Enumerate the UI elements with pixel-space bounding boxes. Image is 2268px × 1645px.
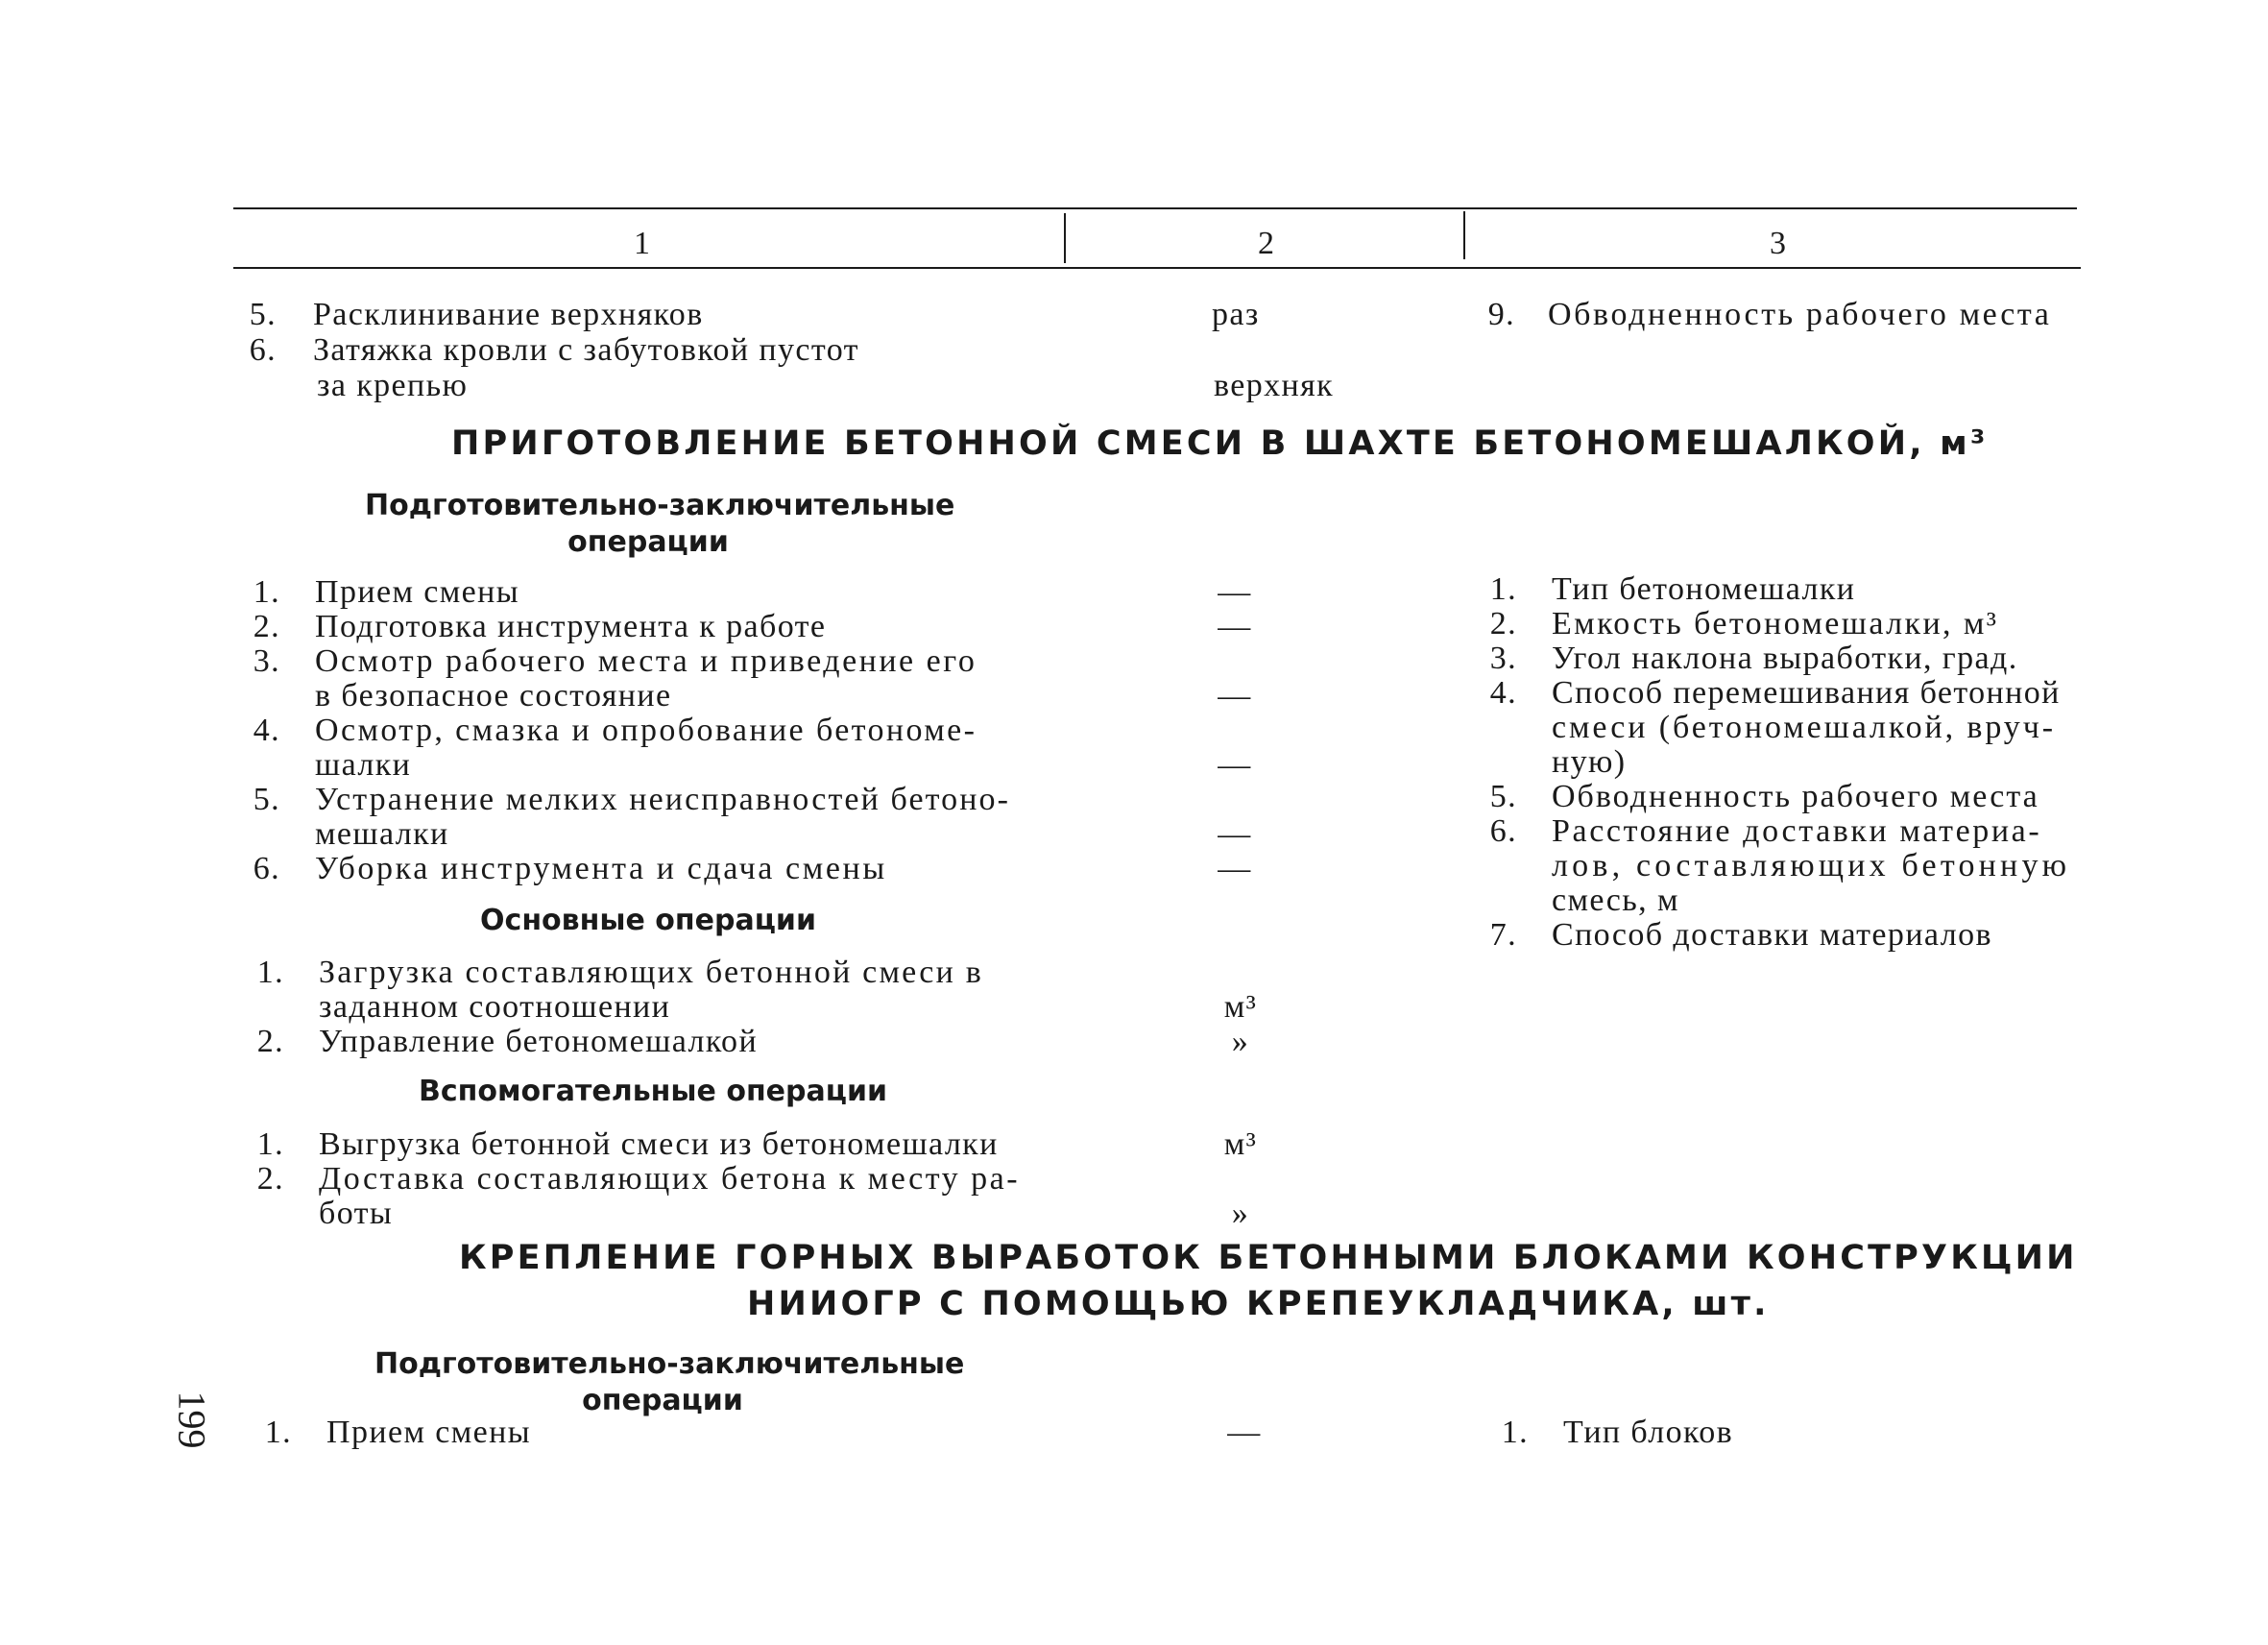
unit-cell: » xyxy=(1231,1196,1250,1231)
item-text: Затяжка кровли с забутовкой пустот xyxy=(313,332,859,368)
factor-number: 7. xyxy=(1489,917,1517,953)
item-number: 3. xyxy=(253,643,280,679)
unit-cell: — xyxy=(1218,816,1252,852)
item-number: 1. xyxy=(256,955,284,990)
item-text: Осмотр, смазка и опробование бетономе- xyxy=(315,713,977,748)
header-bottom-rule xyxy=(233,267,2081,269)
subsection-heading xyxy=(365,488,955,561)
column-2-number: 2 xyxy=(1258,226,1276,261)
column-1-number: 1 xyxy=(634,226,652,261)
unit-cell: верхняк xyxy=(1214,368,1335,403)
item-number: 5. xyxy=(253,782,280,817)
factor-number: 3. xyxy=(1489,641,1517,676)
item-text: Уборка инструмента и сдача смены xyxy=(315,851,887,886)
unit-cell: раз xyxy=(1212,297,1260,332)
item-number: 6. xyxy=(253,851,280,886)
item-number: 5. xyxy=(249,297,277,332)
item-text: Расклинивание верхняков xyxy=(313,297,704,332)
item-text-continuation: заданном соотношении xyxy=(319,989,671,1025)
factor-text: Обводненность рабочего места xyxy=(1552,779,2039,814)
unit-cell: м³ xyxy=(1223,1126,1258,1162)
subsection-heading-line: Подготовительно-заключительные xyxy=(365,489,955,522)
header-divider-1 xyxy=(1064,213,1066,263)
factor-number: 2. xyxy=(1489,606,1517,641)
item-text: Управление бетономешалкой xyxy=(319,1024,759,1059)
subsection-heading xyxy=(374,1346,965,1419)
header-top-rule xyxy=(233,207,2077,209)
item-number: 4. xyxy=(253,713,280,748)
subsection-heading: Вспомогательные операции xyxy=(418,1075,888,1108)
item-text: Загрузка составляющих бетонной смеси в xyxy=(319,955,983,990)
factor-text: Расстояние доставки материа- xyxy=(1552,813,2042,849)
factor-number: 1. xyxy=(1489,571,1517,607)
unit-cell: — xyxy=(1218,574,1252,610)
factor-text: Угол наклона выработки, град. xyxy=(1552,641,2018,676)
item-number: 6. xyxy=(249,332,277,368)
unit-cell: — xyxy=(1218,747,1252,783)
item-number: 2. xyxy=(253,609,280,644)
section-title: НИИОГР С ПОМОЩЬЮ КРЕПЕУКЛАДЧИКА, шт. xyxy=(747,1285,1770,1323)
item-text: Устранение мелких неисправностей бетоно- xyxy=(315,782,1011,817)
item-text: Прием смены xyxy=(315,574,519,610)
item-number: 2. xyxy=(256,1161,284,1197)
factor-text: Тип блоков xyxy=(1563,1415,1734,1450)
item-text-continuation: боты xyxy=(319,1196,394,1231)
item-number: 1. xyxy=(264,1415,292,1450)
factor-number: 6. xyxy=(1489,813,1517,849)
item-text: Подготовка инструмента к работе xyxy=(315,609,827,644)
factor-number: 1. xyxy=(1501,1415,1529,1450)
factor-text-continuation: смеси (бетономешалкой, вруч- xyxy=(1552,710,2056,745)
subsection-heading: Основные операции xyxy=(480,904,816,937)
unit-cell: — xyxy=(1218,851,1252,886)
section-title: КРЕПЛЕНИЕ ГОРНЫХ ВЫРАБОТОК БЕТОННЫМИ БЛОКАМИ КОНСТРУКЦИИ xyxy=(459,1239,2078,1277)
item-text-continuation: в безопасное состояние xyxy=(315,678,672,714)
column-3-number: 3 xyxy=(1770,226,1788,261)
unit-cell: » xyxy=(1231,1024,1250,1059)
unit-cell: — xyxy=(1218,609,1252,644)
item-number: 2. xyxy=(256,1024,284,1059)
item-number: 1. xyxy=(256,1126,284,1162)
factor-text: Способ перемешивания бетонной xyxy=(1552,675,2061,711)
factor-text: Емкость бетономешалки, м³ xyxy=(1552,606,1999,641)
subsection-heading-line: операции xyxy=(582,1384,743,1417)
factor-text-continuation: ную) xyxy=(1552,744,1627,780)
item-number: 1. xyxy=(253,574,280,610)
section-title: ПРИГОТОВЛЕНИЕ БЕТОННОЙ СМЕСИ В ШАХТЕ БЕТОНОМЕШАЛКОЙ, м³ xyxy=(451,424,1989,463)
factor-text: Тип бетономешалки xyxy=(1552,571,1856,607)
factor-number: 5. xyxy=(1489,779,1517,814)
item-text: Осмотр рабочего места и приведение его xyxy=(315,643,977,679)
item-text-continuation: за крепью xyxy=(317,368,469,403)
item-text-continuation: мешалки xyxy=(315,816,449,852)
header-divider-2 xyxy=(1463,211,1465,259)
factor-number: 9. xyxy=(1487,297,1515,332)
page-number: 199 xyxy=(170,1391,214,1449)
subsection-heading-line: операции xyxy=(567,525,729,559)
unit-cell: — xyxy=(1218,678,1252,714)
factor-text-continuation: лов, составляющих бетонную xyxy=(1552,848,2071,883)
item-text: Выгрузка бетонной смеси из бетономешалки xyxy=(319,1126,999,1162)
item-text: Доставка составляющих бетона к месту ра- xyxy=(319,1161,1021,1197)
subsection-heading-line: Подготовительно-заключительные xyxy=(374,1347,965,1381)
factor-text: Способ доставки материалов xyxy=(1552,917,1992,953)
factor-text: Обводненность рабочего места xyxy=(1548,297,2052,332)
unit-cell: м³ xyxy=(1223,989,1258,1025)
unit-cell: — xyxy=(1227,1415,1262,1450)
factor-text-continuation: смесь, м xyxy=(1552,883,1679,918)
item-text-continuation: шалки xyxy=(315,747,412,783)
factor-number: 4. xyxy=(1489,675,1517,711)
item-text: Прием смены xyxy=(326,1415,531,1450)
